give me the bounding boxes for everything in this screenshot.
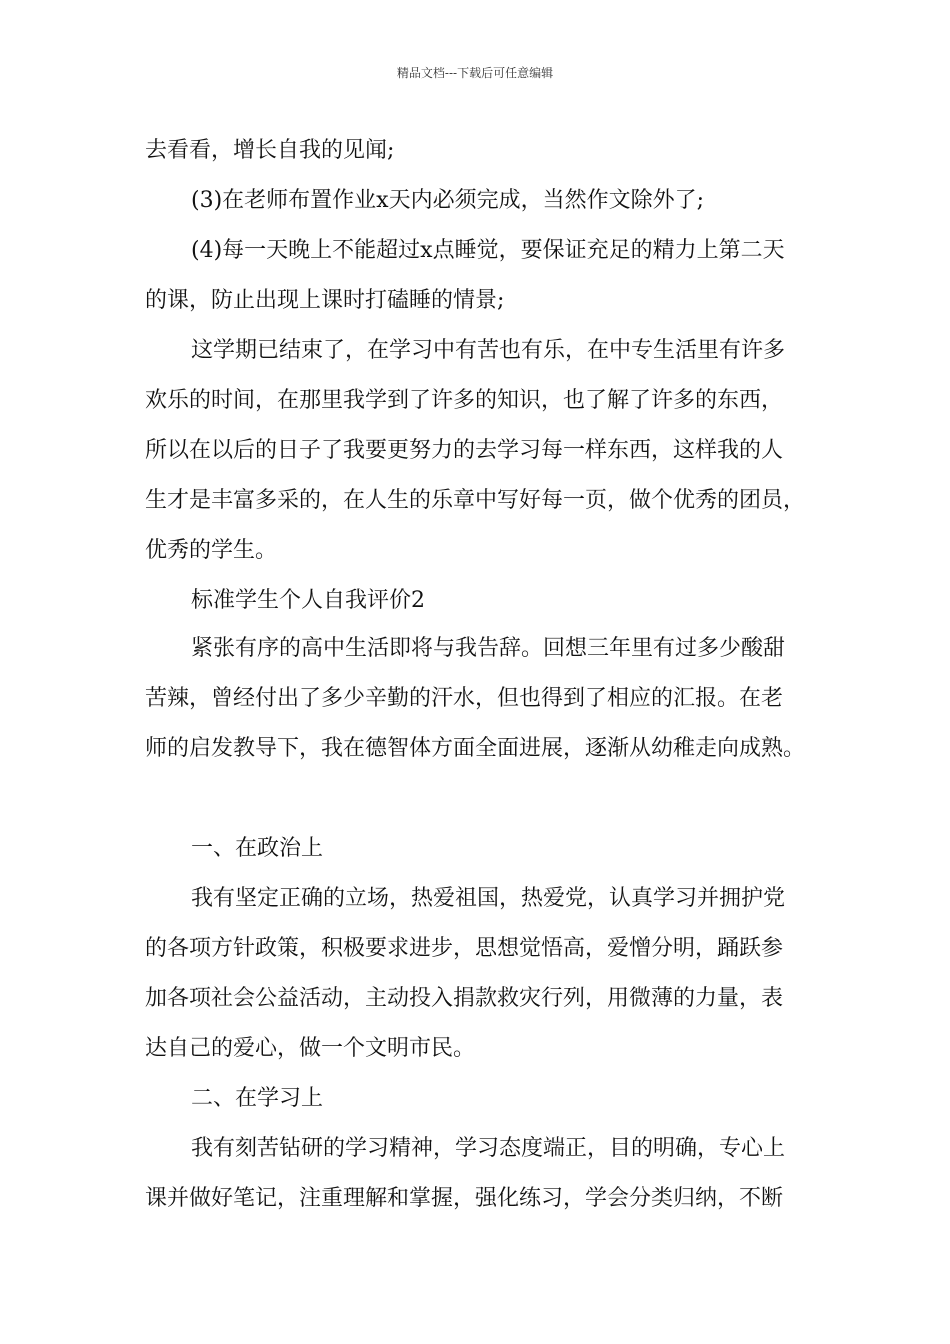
list-item-4: (4)每一天晚上不能超过x点睡觉，要保证充足的精力上第二天 (191, 238, 785, 263)
list-item-3: (3)在老师布置作业x天内必须完成，当然作文除外了; (191, 188, 704, 213)
body-line: 优秀的学生。 (145, 538, 278, 563)
body-line: 去看看，增长自我的见闻; (145, 138, 395, 163)
paragraph-start: 紧张有序的高中生活即将与我告辞。回想三年里有过多少酸甜 (191, 636, 786, 661)
section-title: 标准学生个人自我评价2 (191, 588, 425, 613)
section-heading-politics: 一、在政治上 (191, 836, 324, 861)
body-line: 加各项社会公益活动，主动投入捐款救灾行列，用微薄的力量，表 (145, 986, 784, 1011)
body-line: 课并做好笔记，注重理解和掌握，强化练习，学会分类归纳，不断 (145, 1186, 784, 1211)
section-heading-study: 二、在学习上 (191, 1086, 324, 1111)
body-line: 师的启发教导下，我在德智体方面全面进展，逐渐从幼稚走向成熟。 (145, 736, 806, 761)
body-line: 欢乐的时间，在那里我学到了许多的知识，也了解了许多的东西， (145, 388, 784, 413)
body-line: 的各项方针政策，积极要求进步，思想觉悟高，爱憎分明，踊跃参 (145, 936, 784, 961)
body-line: 达自己的爱心，做一个文明市民。 (145, 1036, 476, 1061)
paragraph-start: 这学期已结束了，在学习中有苦也有乐，在中专生活里有许多 (191, 338, 786, 363)
paragraph-start: 我有刻苦钻研的学习精神，学习态度端正，目的明确，专心上 (191, 1136, 786, 1161)
body-line: 所以在以后的日子了我要更努力的去学习每一样东西，这样我的人 (145, 438, 784, 463)
body-line: 生才是丰富多采的，在人生的乐章中写好每一页，做个优秀的团员， (145, 488, 806, 513)
paragraph-start: 我有坚定正确的立场，热爱祖国，热爱党，认真学习并拥护党 (191, 886, 786, 911)
body-line: 的课，防止出现上课时打磕睡的情景; (145, 288, 505, 313)
body-line: 苦辣，曾经付出了多少辛勤的汗水，但也得到了相应的汇报。在老 (145, 686, 784, 711)
page-header: 精品文档---下载后可任意编辑 (396, 66, 554, 80)
